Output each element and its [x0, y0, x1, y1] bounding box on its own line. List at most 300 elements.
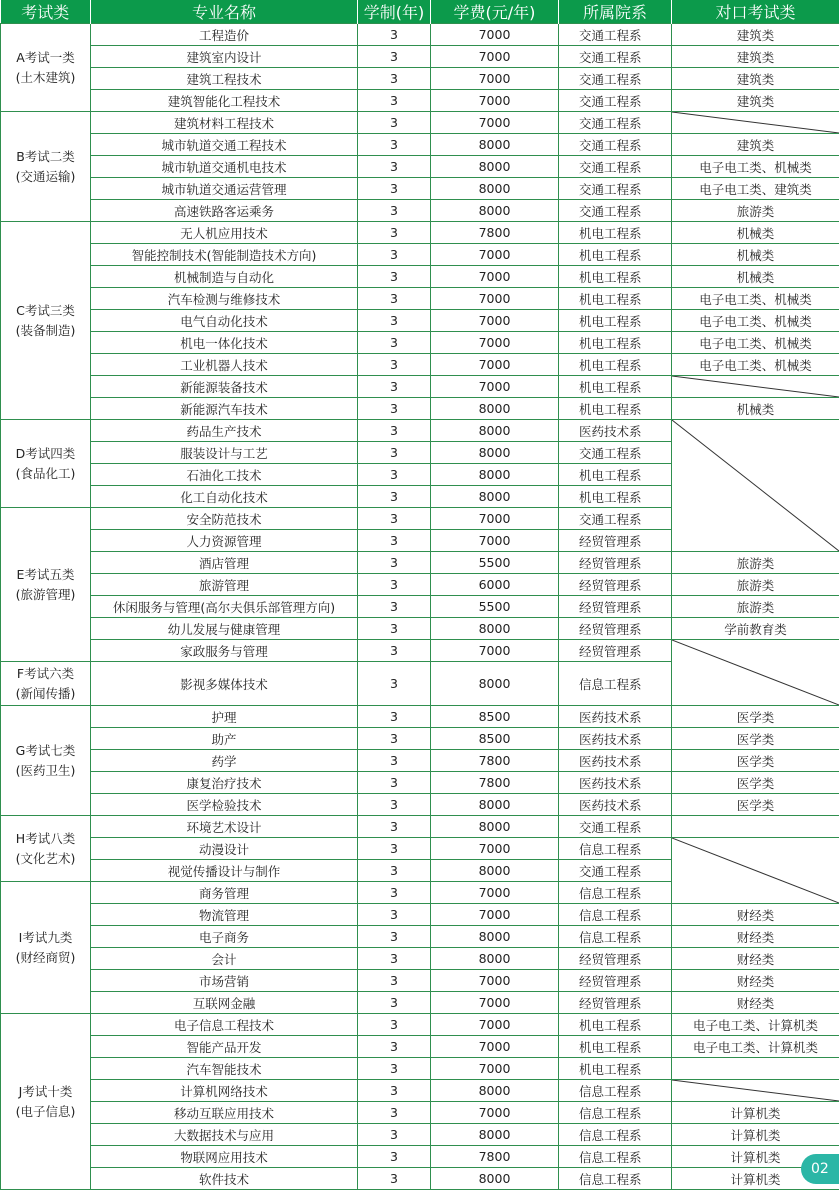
duration-cell: 3 [358, 24, 431, 46]
table-row [1, 596, 839, 618]
table-row [1, 1014, 839, 1036]
tuition-cell: 7800 [431, 750, 559, 772]
tuition-cell: 7000 [431, 1014, 559, 1036]
exam-category-name: G考试七类 [15, 742, 76, 758]
table-row [1, 266, 839, 288]
major-name-cell: 工程造价 [91, 24, 358, 46]
table-row [1, 640, 839, 662]
tuition-cell: 7000 [431, 1102, 559, 1124]
empty-cell-diagonal [672, 420, 839, 551]
department-cell: 经贸管理系 [559, 530, 672, 552]
exam-category-field: (文化艺术) [15, 850, 76, 866]
tuition-cell: 8000 [431, 420, 559, 442]
table-row [1, 552, 839, 574]
major-name-cell: 助产 [91, 728, 358, 750]
matching-exam-cell: 机械类 [672, 398, 839, 420]
major-name-cell: 幼儿发展与健康管理 [91, 618, 358, 640]
header-tuition: 学费(元/年) [431, 0, 559, 24]
duration-cell: 3 [358, 68, 431, 90]
department-cell: 交通工程系 [559, 816, 672, 838]
tuition-cell: 8000 [431, 618, 559, 640]
major-name-cell: 新能源装备技术 [91, 376, 358, 398]
exam-category-cell [1, 1014, 91, 1190]
tuition-cell: 8000 [431, 156, 559, 178]
major-name-cell: 高速铁路客运乘务 [91, 200, 358, 222]
duration-cell: 3 [358, 222, 431, 244]
department-cell: 信息工程系 [559, 838, 672, 860]
duration-cell: 3 [358, 266, 431, 288]
tuition-cell: 7000 [431, 244, 559, 266]
department-cell: 信息工程系 [559, 1080, 672, 1102]
matching-exam-cell: 医学类 [672, 772, 839, 794]
exam-category-cell [1, 508, 91, 662]
duration-cell: 3 [358, 574, 431, 596]
duration-cell: 3 [358, 46, 431, 68]
duration-cell: 3 [358, 134, 431, 156]
table-row [1, 772, 839, 794]
empty-cell-diagonal [672, 1080, 839, 1101]
duration-cell: 3 [358, 860, 431, 882]
table-row [1, 1036, 839, 1058]
exam-category-name: I考试九类 [18, 929, 73, 945]
department-cell: 交通工程系 [559, 156, 672, 178]
department-cell: 交通工程系 [559, 68, 672, 90]
department-cell: 经贸管理系 [559, 948, 672, 970]
tuition-cell: 8500 [431, 728, 559, 750]
tuition-cell: 8000 [431, 464, 559, 486]
major-name-cell: 休闲服务与管理(高尔夫俱乐部管理方向) [91, 596, 358, 618]
matching-exam-cell [672, 420, 839, 552]
major-name-cell: 护理 [91, 706, 358, 728]
header-department: 所属院系 [559, 0, 672, 24]
table-row [1, 970, 839, 992]
tuition-cell: 7000 [431, 24, 559, 46]
major-name-cell: 建筑工程技术 [91, 68, 358, 90]
table-row [1, 24, 839, 46]
matching-exam-cell: 财经类 [672, 948, 839, 970]
table-row [1, 750, 839, 772]
major-name-cell: 建筑智能化工程技术 [91, 90, 358, 112]
tuition-cell: 8000 [431, 662, 559, 706]
major-name-cell: 智能产品开发 [91, 1036, 358, 1058]
major-name-cell: 康复治疗技术 [91, 772, 358, 794]
exam-category-field: (旅游管理) [15, 586, 76, 602]
tuition-cell: 7000 [431, 46, 559, 68]
major-name-cell: 药学 [91, 750, 358, 772]
duration-cell: 3 [358, 420, 431, 442]
department-cell: 信息工程系 [559, 1146, 672, 1168]
duration-cell: 3 [358, 376, 431, 398]
table-row [1, 90, 839, 112]
duration-cell: 3 [358, 750, 431, 772]
duration-cell: 3 [358, 1080, 431, 1102]
tuition-cell: 8000 [431, 178, 559, 200]
matching-exam-cell: 电子电工类、计算机类 [672, 1036, 839, 1058]
major-name-cell: 电子信息工程技术 [91, 1014, 358, 1036]
department-cell: 机电工程系 [559, 1014, 672, 1036]
department-cell: 信息工程系 [559, 904, 672, 926]
duration-cell: 3 [358, 948, 431, 970]
major-name-cell: 人力资源管理 [91, 530, 358, 552]
major-name-cell: 环境艺术设计 [91, 816, 358, 838]
header-row [1, 0, 839, 24]
exam-category-field: (装备制造) [15, 322, 76, 338]
header-major-name: 专业名称 [91, 0, 358, 24]
department-cell: 经贸管理系 [559, 552, 672, 574]
table-row [1, 816, 839, 838]
department-cell: 机电工程系 [559, 464, 672, 486]
tuition-cell: 7000 [431, 310, 559, 332]
table-row [1, 904, 839, 926]
tuition-cell: 8000 [431, 860, 559, 882]
department-cell: 机电工程系 [559, 266, 672, 288]
empty-cell-diagonal [672, 112, 839, 133]
major-name-cell: 商务管理 [91, 882, 358, 904]
major-name-cell: 无人机应用技术 [91, 222, 358, 244]
matching-exam-cell: 电子电工类、机械类 [672, 288, 839, 310]
matching-exam-cell: 学前教育类 [672, 618, 839, 640]
table-row [1, 1080, 839, 1102]
duration-cell: 3 [358, 1014, 431, 1036]
major-name-cell: 医学检验技术 [91, 794, 358, 816]
department-cell: 机电工程系 [559, 332, 672, 354]
major-name-cell: 城市轨道交通工程技术 [91, 134, 358, 156]
tuition-cell: 7000 [431, 112, 559, 134]
tuition-cell: 7000 [431, 904, 559, 926]
duration-cell: 3 [358, 288, 431, 310]
major-name-cell: 建筑室内设计 [91, 46, 358, 68]
duration-cell: 3 [358, 882, 431, 904]
department-cell: 经贸管理系 [559, 574, 672, 596]
department-cell: 机电工程系 [559, 376, 672, 398]
matching-exam-cell [672, 112, 839, 134]
major-name-cell: 新能源汽车技术 [91, 398, 358, 420]
department-cell: 经贸管理系 [559, 992, 672, 1014]
tuition-cell: 8000 [431, 398, 559, 420]
matching-exam-cell [672, 838, 839, 904]
duration-cell: 3 [358, 1146, 431, 1168]
department-cell: 信息工程系 [559, 1124, 672, 1146]
major-name-cell: 软件技术 [91, 1168, 358, 1190]
matching-exam-cell: 财经类 [672, 992, 839, 1014]
department-cell: 交通工程系 [559, 24, 672, 46]
duration-cell: 3 [358, 904, 431, 926]
major-name-cell: 市场营销 [91, 970, 358, 992]
table-row [1, 178, 839, 200]
duration-cell: 3 [358, 640, 431, 662]
table-row [1, 926, 839, 948]
exam-category-field: (土木建筑) [15, 69, 76, 85]
tuition-cell: 8000 [431, 1124, 559, 1146]
major-name-cell: 家政服务与管理 [91, 640, 358, 662]
exam-category-cell [1, 222, 91, 420]
table-row [1, 376, 839, 398]
duration-cell: 3 [358, 244, 431, 266]
tuition-cell: 8000 [431, 134, 559, 156]
empty-cell-diagonal [672, 838, 839, 903]
tuition-cell: 5500 [431, 596, 559, 618]
department-cell: 交通工程系 [559, 134, 672, 156]
tuition-cell: 7800 [431, 1146, 559, 1168]
matching-exam-cell: 电子电工类、机械类 [672, 354, 839, 376]
department-cell: 信息工程系 [559, 1168, 672, 1190]
table-row [1, 46, 839, 68]
table-row [1, 706, 839, 728]
department-cell: 机电工程系 [559, 1036, 672, 1058]
tuition-cell: 8000 [431, 442, 559, 464]
exam-category-cell [1, 112, 91, 222]
tuition-cell: 7800 [431, 772, 559, 794]
table-row [1, 838, 839, 860]
department-cell: 医药技术系 [559, 728, 672, 750]
duration-cell: 3 [358, 508, 431, 530]
major-name-cell: 动漫设计 [91, 838, 358, 860]
exam-category-name: F考试六类 [16, 665, 75, 681]
department-cell: 交通工程系 [559, 200, 672, 222]
duration-cell: 3 [358, 90, 431, 112]
duration-cell: 3 [358, 838, 431, 860]
tuition-cell: 8000 [431, 1080, 559, 1102]
major-name-cell: 服装设计与工艺 [91, 442, 358, 464]
duration-cell: 3 [358, 354, 431, 376]
tuition-cell: 7000 [431, 882, 559, 904]
table-row [1, 222, 839, 244]
exam-category-field: (医药卫生) [15, 762, 76, 778]
table-row [1, 354, 839, 376]
duration-cell: 3 [358, 464, 431, 486]
duration-cell: 3 [358, 794, 431, 816]
duration-cell: 3 [358, 596, 431, 618]
department-cell: 经贸管理系 [559, 596, 672, 618]
department-cell: 信息工程系 [559, 662, 672, 706]
tuition-cell: 6000 [431, 574, 559, 596]
department-cell: 经贸管理系 [559, 970, 672, 992]
department-cell: 机电工程系 [559, 398, 672, 420]
exam-category-name: E考试五类 [16, 566, 75, 582]
major-name-cell: 计算机网络技术 [91, 1080, 358, 1102]
header-exam-category: 考试类 [1, 0, 91, 24]
table-row [1, 1168, 839, 1190]
duration-cell: 3 [358, 486, 431, 508]
table-row [1, 134, 839, 156]
matching-exam-cell: 电子电工类、建筑类 [672, 178, 839, 200]
department-cell: 机电工程系 [559, 1058, 672, 1080]
duration-cell: 3 [358, 112, 431, 134]
exam-category-cell [1, 706, 91, 816]
duration-cell: 3 [358, 442, 431, 464]
department-cell: 交通工程系 [559, 90, 672, 112]
table-row [1, 1124, 839, 1146]
table-row [1, 1146, 839, 1168]
major-name-cell: 城市轨道交通运营管理 [91, 178, 358, 200]
tuition-cell: 8000 [431, 486, 559, 508]
duration-cell: 3 [358, 618, 431, 640]
tuition-cell: 7000 [431, 1058, 559, 1080]
major-name-cell: 互联网金融 [91, 992, 358, 1014]
department-cell: 机电工程系 [559, 354, 672, 376]
matching-exam-cell: 医学类 [672, 750, 839, 772]
duration-cell: 3 [358, 156, 431, 178]
department-cell: 医药技术系 [559, 772, 672, 794]
table-row [1, 794, 839, 816]
table-body [1, 24, 839, 1190]
exam-category-field: (电子信息) [15, 1103, 76, 1119]
major-name-cell: 大数据技术与应用 [91, 1124, 358, 1146]
matching-exam-cell: 医学类 [672, 706, 839, 728]
tuition-cell: 8000 [431, 794, 559, 816]
exam-category-field: (交通运输) [15, 168, 76, 184]
duration-cell: 3 [358, 772, 431, 794]
department-cell: 机电工程系 [559, 222, 672, 244]
tuition-cell: 7000 [431, 288, 559, 310]
exam-category-name: D考试四类 [15, 445, 76, 461]
tuition-cell: 7000 [431, 1036, 559, 1058]
duration-cell: 3 [358, 1102, 431, 1124]
table-row [1, 244, 839, 266]
tuition-cell: 7800 [431, 222, 559, 244]
table-row [1, 1102, 839, 1124]
major-name-cell: 化工自动化技术 [91, 486, 358, 508]
exam-category-cell [1, 24, 91, 112]
department-cell: 经贸管理系 [559, 640, 672, 662]
table-row [1, 112, 839, 134]
matching-exam-cell: 机械类 [672, 222, 839, 244]
department-cell: 机电工程系 [559, 310, 672, 332]
department-cell: 交通工程系 [559, 508, 672, 530]
tuition-cell: 7000 [431, 332, 559, 354]
department-cell: 交通工程系 [559, 178, 672, 200]
matching-exam-cell: 电子电工类、计算机类 [672, 1014, 839, 1036]
matching-exam-cell [672, 1080, 839, 1102]
tuition-cell: 7000 [431, 838, 559, 860]
matching-exam-cell: 计算机类 [672, 1168, 839, 1190]
empty-cell-diagonal [672, 376, 839, 397]
matching-exam-cell [672, 816, 839, 838]
tuition-cell: 7000 [431, 68, 559, 90]
exam-category-name: H考试八类 [15, 830, 76, 846]
table-row [1, 728, 839, 750]
major-name-cell: 电子商务 [91, 926, 358, 948]
table-row [1, 200, 839, 222]
department-cell: 交通工程系 [559, 442, 672, 464]
matching-exam-cell: 建筑类 [672, 134, 839, 156]
major-name-cell: 机电一体化技术 [91, 332, 358, 354]
duration-cell: 3 [358, 1124, 431, 1146]
duration-cell: 3 [358, 310, 431, 332]
major-name-cell: 城市轨道交通机电技术 [91, 156, 358, 178]
page-number-badge: 02 [801, 1154, 839, 1184]
major-name-cell: 汽车检测与维修技术 [91, 288, 358, 310]
exam-category-cell [1, 882, 91, 1014]
matching-exam-cell: 财经类 [672, 970, 839, 992]
duration-cell: 3 [358, 662, 431, 706]
department-cell: 信息工程系 [559, 926, 672, 948]
major-name-cell: 机械制造与自动化 [91, 266, 358, 288]
matching-exam-cell: 机械类 [672, 266, 839, 288]
matching-exam-cell [672, 640, 839, 706]
table-row [1, 332, 839, 354]
tuition-cell: 8500 [431, 706, 559, 728]
matching-exam-cell: 电子电工类、机械类 [672, 332, 839, 354]
tuition-cell: 5500 [431, 552, 559, 574]
tuition-cell: 7000 [431, 530, 559, 552]
department-cell: 经贸管理系 [559, 618, 672, 640]
table-row [1, 420, 839, 442]
table-row [1, 288, 839, 310]
major-name-cell: 电气自动化技术 [91, 310, 358, 332]
exam-category-cell [1, 662, 91, 706]
exam-category-field: (新闻传播) [15, 685, 76, 701]
department-cell: 机电工程系 [559, 288, 672, 310]
matching-exam-cell: 计算机类 [672, 1102, 839, 1124]
department-cell: 医药技术系 [559, 420, 672, 442]
major-name-cell: 影视多媒体技术 [91, 662, 358, 706]
matching-exam-cell: 医学类 [672, 728, 839, 750]
tuition-cell: 7000 [431, 970, 559, 992]
duration-cell: 3 [358, 398, 431, 420]
matching-exam-cell: 旅游类 [672, 552, 839, 574]
department-cell: 交通工程系 [559, 112, 672, 134]
major-name-cell: 药品生产技术 [91, 420, 358, 442]
tuition-cell: 8000 [431, 816, 559, 838]
exam-category-name: C考试三类 [16, 302, 75, 318]
tuition-cell: 7000 [431, 992, 559, 1014]
tuition-cell: 8000 [431, 200, 559, 222]
matching-exam-cell [672, 1058, 839, 1080]
matching-exam-cell: 旅游类 [672, 596, 839, 618]
tuition-cell: 8000 [431, 1168, 559, 1190]
department-cell: 机电工程系 [559, 244, 672, 266]
matching-exam-cell [672, 376, 839, 398]
tuition-cell: 7000 [431, 354, 559, 376]
department-cell: 交通工程系 [559, 860, 672, 882]
tuition-cell: 7000 [431, 376, 559, 398]
major-name-cell: 旅游管理 [91, 574, 358, 596]
major-name-cell: 石油化工技术 [91, 464, 358, 486]
tuition-cell: 8000 [431, 948, 559, 970]
major-name-cell: 安全防范技术 [91, 508, 358, 530]
table-row [1, 618, 839, 640]
matching-exam-cell: 建筑类 [672, 90, 839, 112]
matching-exam-cell: 财经类 [672, 904, 839, 926]
matching-exam-cell: 建筑类 [672, 24, 839, 46]
major-name-cell: 酒店管理 [91, 552, 358, 574]
exam-category-name: B考试二类 [16, 148, 75, 164]
duration-cell: 3 [358, 1036, 431, 1058]
matching-exam-cell: 旅游类 [672, 200, 839, 222]
exam-category-name: J考试十类 [18, 1083, 73, 1099]
duration-cell: 3 [358, 530, 431, 552]
duration-cell: 3 [358, 332, 431, 354]
matching-exam-cell: 机械类 [672, 244, 839, 266]
exam-category-name: A考试一类 [16, 49, 75, 65]
department-cell: 信息工程系 [559, 1102, 672, 1124]
matching-exam-cell: 电子电工类、机械类 [672, 156, 839, 178]
header-duration: 学制(年) [358, 0, 431, 24]
duration-cell: 3 [358, 706, 431, 728]
department-cell: 医药技术系 [559, 794, 672, 816]
matching-exam-cell: 建筑类 [672, 46, 839, 68]
duration-cell: 3 [358, 200, 431, 222]
table-row [1, 1058, 839, 1080]
matching-exam-cell: 财经类 [672, 926, 839, 948]
tuition-cell: 8000 [431, 926, 559, 948]
header-matching-exam: 对口考试类 [672, 0, 839, 24]
major-name-cell: 移动互联应用技术 [91, 1102, 358, 1124]
department-cell: 信息工程系 [559, 882, 672, 904]
major-name-cell: 建筑材料工程技术 [91, 112, 358, 134]
duration-cell: 3 [358, 816, 431, 838]
